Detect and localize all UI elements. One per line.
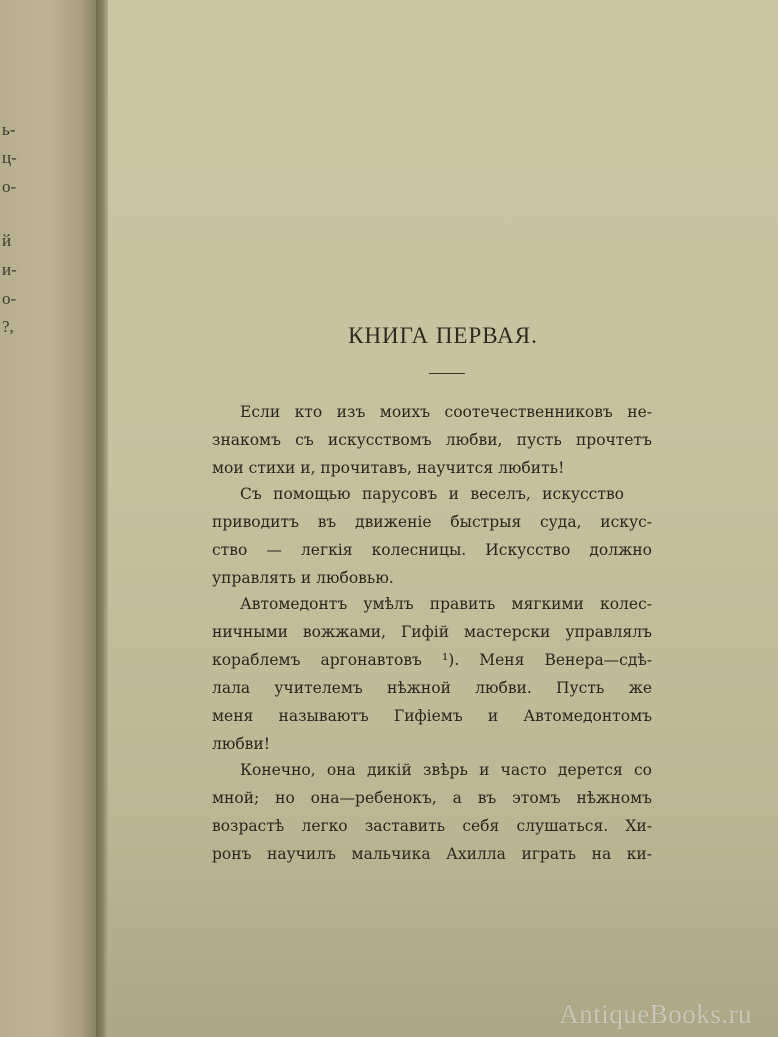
left-page-fragment: ц- xyxy=(2,148,17,167)
text-line: меня называютъ Гифiемъ и Автомедонтомъ xyxy=(212,707,652,725)
book-gutter xyxy=(96,0,108,1037)
right-page xyxy=(108,0,778,1037)
text-line: управлять и любовью. xyxy=(212,569,394,587)
text-line: любви! xyxy=(212,735,270,753)
text-line: ство — легкiя колесницы. Искусство должно xyxy=(212,541,652,559)
text-line: возрастѣ легко заставить себя слушаться. Хи- xyxy=(212,817,652,835)
text-line: кораблемъ аргонавтовъ ¹). Меня Венера—сдѣ- xyxy=(212,651,652,669)
left-page-fragment: и- xyxy=(2,260,17,279)
chapter-title: КНИГА ПЕРВАЯ. xyxy=(348,323,538,348)
left-page-fragment: ?, xyxy=(2,317,14,336)
text-line: Если кто изъ моихъ соотечественниковъ не- xyxy=(240,403,652,421)
text-line: знакомъ съ искусствомъ любви, пусть прочтетъ xyxy=(212,431,652,449)
text-line: приводитъ въ движенiе быстрыя суда, искус- xyxy=(212,513,652,531)
left-page-fragment: о- xyxy=(2,289,17,308)
left-page xyxy=(0,0,96,1037)
text-line: мной; но она—ребенокъ, а въ этомъ нѣжномъ xyxy=(212,789,652,807)
title-divider xyxy=(429,373,465,374)
text-line: ничными вожжами, Гифiй мастерски управлялъ xyxy=(212,623,652,641)
left-page-fragment: ь- xyxy=(2,120,16,139)
left-page-fragment: о- xyxy=(2,177,17,196)
text-line: мои стихи и, прочитавъ, научится любить! xyxy=(212,459,565,477)
text-line: Конечно, она дикiй звѣрь и часто дерется со xyxy=(240,761,652,779)
text-line: Съ помощью парусовъ и веселъ, искусство xyxy=(240,485,624,503)
left-page-fragment: й xyxy=(2,231,12,250)
text-line: Автомедонтъ умѣлъ править мягкими колес- xyxy=(240,595,652,613)
watermark-logo: AntiqueBooks.ru xyxy=(559,999,752,1029)
text-line: лала учителемъ нѣжной любви. Пусть же xyxy=(212,679,652,697)
text-line: ронъ научилъ мальчика Ахилла играть на ки- xyxy=(212,845,652,863)
